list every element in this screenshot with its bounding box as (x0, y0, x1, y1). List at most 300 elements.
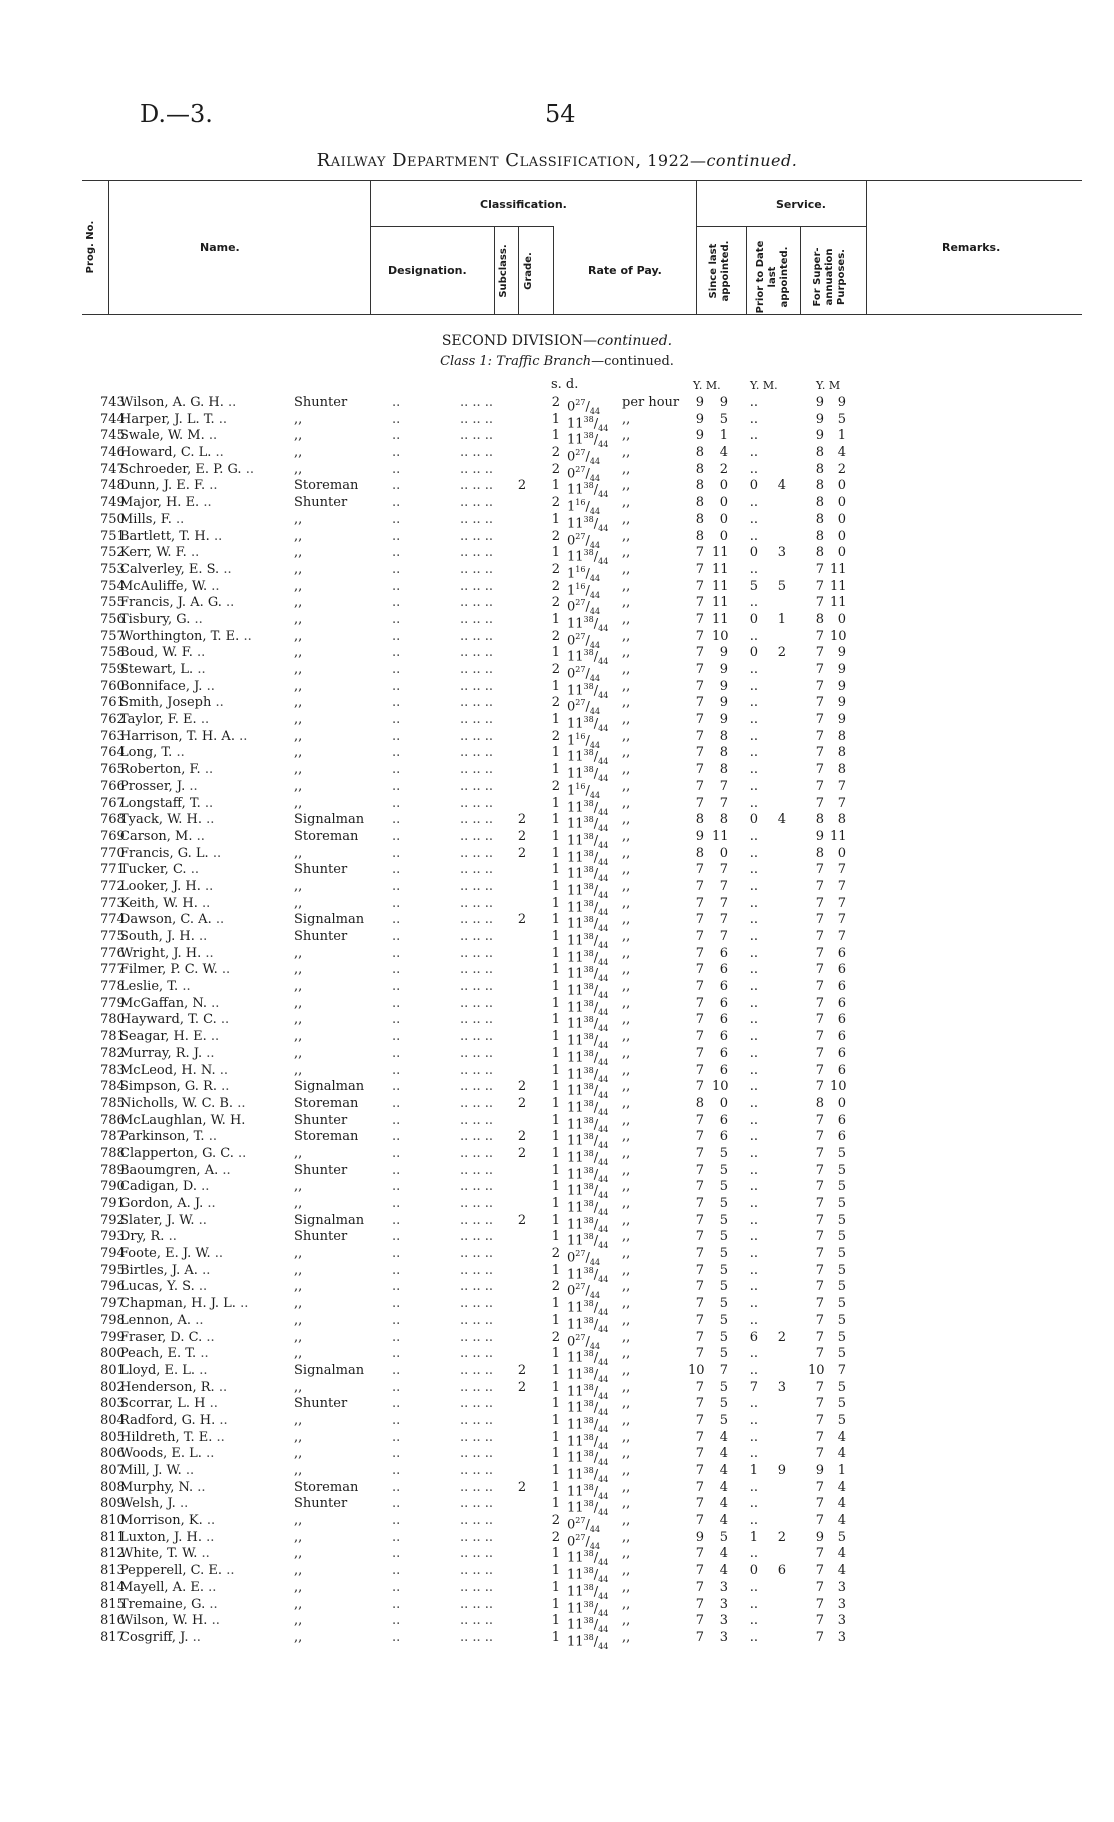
staff-name: Carson, M. .. (120, 828, 205, 844)
rate-unit: ,, (622, 895, 631, 911)
rate-pence: $11^{38}/_{44}$ (567, 748, 609, 767)
rate-unit: per hour (622, 395, 680, 410)
staff-name: Bonniface, J. .. (120, 678, 215, 694)
since-years: 7 (695, 895, 704, 911)
rate-shillings: 1 (551, 895, 560, 911)
staff-name: Wilson, A. G. H. .. (120, 395, 237, 410)
rate-shillings: 2 (551, 528, 560, 544)
header-subclass: Subclass. (498, 244, 509, 298)
rate-unit: ,, (622, 1379, 631, 1395)
col-rule (696, 180, 697, 314)
rate-pence: $11^{38}/_{44}$ (567, 898, 609, 917)
designation: ,, (294, 1379, 303, 1395)
table-row (0, 745, 1114, 767)
super-years: 8 (815, 611, 824, 627)
table-row (0, 695, 1114, 717)
header-designation: Designation. (388, 264, 467, 277)
prior-years: .. (749, 1129, 758, 1145)
super-months: 6 (837, 1029, 846, 1045)
leader-dots: .. .. .. (460, 862, 494, 878)
designation: ,, (294, 1246, 303, 1262)
super-years: 7 (815, 1629, 824, 1645)
designation: ,, (294, 578, 303, 594)
rate-unit: ,, (622, 1079, 631, 1095)
prog-no: 799 (100, 1329, 125, 1345)
leader-dots: .. .. .. (460, 1296, 494, 1312)
leader-dots: .. .. .. (460, 1179, 494, 1195)
prog-no: 775 (100, 929, 125, 944)
designation: ,, (294, 1596, 303, 1612)
rate-shillings: 1 (551, 545, 560, 561)
title-continued: continued. (706, 151, 798, 170)
since-months: 5 (719, 1229, 728, 1245)
leader-dots: .. (392, 611, 401, 627)
rate-pence: $11^{38}/_{44}$ (567, 1199, 609, 1217)
header-superannuation: For Super-annuation Purposes. (812, 247, 847, 307)
super-years: 7 (815, 1412, 824, 1428)
rate-shillings: 1 (551, 745, 560, 761)
staff-name: Long, T. .. (120, 745, 185, 761)
rate-shillings: 1 (551, 678, 560, 694)
staff-name: Stewart, L. .. (120, 662, 206, 677)
since-years: 7 (695, 678, 704, 694)
leader-dots: .. .. .. (460, 611, 494, 627)
since-years: 7 (695, 979, 704, 995)
table-row (0, 1596, 1114, 1618)
leader-dots: .. (392, 745, 401, 761)
since-months: 7 (719, 795, 728, 811)
super-years: 7 (815, 1262, 824, 1278)
super-years: 8 (815, 461, 824, 477)
leader-dots: .. .. .. (460, 1112, 494, 1128)
leader-dots: .. .. .. (460, 929, 494, 944)
table-row (0, 1196, 1114, 1217)
super-years: 7 (815, 1212, 824, 1228)
leader-dots: .. (392, 1563, 401, 1579)
leader-dots: .. (392, 1513, 401, 1529)
since-years: 8 (695, 528, 704, 544)
rate-pence: $11^{38}/_{44}$ (567, 765, 609, 784)
rate-shillings: 2 (551, 662, 560, 677)
prior-years: .. (749, 1045, 758, 1061)
rate-pence: $11^{38}/_{44}$ (567, 1315, 609, 1334)
rate-pence: $11^{38}/_{44}$ (567, 1215, 609, 1234)
rate-shillings: 1 (551, 1546, 560, 1562)
prior-years: .. (749, 1229, 758, 1245)
super-months: 9 (837, 645, 846, 661)
table-row (0, 411, 1114, 433)
designation: ,, (294, 762, 303, 778)
super-months: 8 (837, 762, 846, 778)
staff-name: Morrison, K. .. (120, 1513, 216, 1529)
table-row (0, 1613, 1114, 1635)
prior-years: 0 (749, 545, 758, 561)
rate-unit: ,, (622, 1463, 631, 1478)
rate-pence: $11^{38}/_{44}$ (567, 1148, 609, 1167)
leader-dots: .. .. .. (460, 828, 494, 844)
leader-dots: .. (392, 645, 401, 661)
since-months: 4 (719, 1496, 728, 1512)
super-years: 7 (815, 628, 824, 644)
leader-dots: .. .. .. (460, 1246, 494, 1262)
since-years: 7 (695, 1613, 704, 1629)
prog-no: 787 (100, 1129, 125, 1145)
leader-dots: .. (392, 1596, 401, 1612)
super-years: 9 (815, 1529, 824, 1545)
grade: 2 (517, 1212, 527, 1228)
since-years: 9 (695, 428, 704, 444)
prior-years: .. (749, 1029, 758, 1045)
rate-pence: $11^{38}/_{44}$ (567, 1115, 609, 1134)
header-rule-bottom (82, 314, 1082, 315)
table-row (0, 1312, 1114, 1334)
leader-dots: .. (392, 778, 401, 794)
table-row (0, 878, 1114, 900)
rate-shillings: 1 (551, 1613, 560, 1629)
since-years: 8 (695, 461, 704, 477)
leader-dots: .. (392, 1362, 401, 1378)
leader-dots: .. (392, 895, 401, 911)
prog-no: 757 (100, 628, 125, 644)
prior-years: 0 (749, 645, 758, 661)
staff-name: Looker, J. H. .. (120, 878, 214, 894)
prior-years: .. (749, 1112, 758, 1128)
super-years: 8 (815, 528, 824, 544)
designation: ,, (294, 1513, 303, 1529)
leader-dots: .. .. .. (460, 1095, 494, 1111)
rate-pence: $11^{38}/_{44}$ (567, 848, 609, 867)
prior-years: .. (749, 628, 758, 644)
super-months: 5 (837, 1229, 846, 1245)
super-years: 7 (815, 1079, 824, 1095)
leader-dots: .. (392, 1145, 401, 1161)
since-years: 7 (695, 1229, 704, 1245)
staff-name: Wright, J. H. .. (120, 945, 214, 961)
prior-months: 1 (777, 611, 786, 627)
prog-no: 744 (100, 411, 125, 427)
table-row (0, 611, 1114, 633)
leader-dots: .. .. .. (460, 995, 494, 1011)
super-months: 6 (837, 1112, 846, 1128)
rate-unit: ,, (622, 929, 631, 944)
rate-shillings: 1 (551, 995, 560, 1011)
prior-years: .. (749, 1212, 758, 1228)
prior-years: .. (749, 1079, 758, 1095)
designation: ,, (294, 945, 303, 961)
grade: 2 (517, 845, 527, 861)
designation: Shunter (294, 395, 348, 410)
designation: ,, (294, 662, 303, 677)
staff-name: Clapperton, G. C. .. (120, 1145, 247, 1161)
leader-dots: .. .. .. (460, 712, 494, 728)
table-row (0, 962, 1114, 984)
prior-years: .. (749, 895, 758, 911)
super-months: 8 (837, 745, 846, 761)
table-row (0, 1479, 1114, 1501)
staff-name: Woods, E. L. .. (120, 1446, 215, 1462)
leader-dots: .. .. .. (460, 578, 494, 594)
prog-no: 751 (100, 528, 125, 544)
prog-no: 814 (100, 1579, 125, 1595)
rate-pence: $11^{38}/_{44}$ (567, 548, 609, 567)
table-row (0, 545, 1114, 567)
prior-months: 9 (777, 1463, 786, 1478)
designation: ,, (294, 1546, 303, 1562)
rate-shillings: 1 (551, 1629, 560, 1645)
since-months: 0 (719, 845, 728, 861)
leader-dots: .. (392, 528, 401, 544)
rate-pence: $11^{38}/_{44}$ (567, 1365, 609, 1384)
since-years: 7 (695, 762, 704, 778)
rate-unit: ,, (622, 1613, 631, 1629)
leader-dots: .. .. .. (460, 1012, 494, 1028)
prior-years: .. (749, 1596, 758, 1612)
rate-unit: ,, (622, 1479, 631, 1495)
rate-unit: ,, (622, 1529, 631, 1545)
prior-years: .. (749, 495, 758, 511)
staff-name: McAuliffe, W. .. (120, 578, 220, 594)
leader-dots: .. (392, 1129, 401, 1145)
prior-years: .. (749, 1012, 758, 1028)
leader-dots: .. .. .. (460, 1062, 494, 1078)
prog-no: 792 (100, 1212, 125, 1228)
rate-unit: ,, (622, 662, 631, 677)
super-months: 7 (837, 778, 846, 794)
designation: ,, (294, 1312, 303, 1328)
staff-name: Dry, R. .. (120, 1229, 177, 1245)
since-months: 10 (712, 628, 729, 644)
since-years: 7 (695, 1312, 704, 1328)
since-months: 9 (719, 662, 728, 677)
rate-shillings: 1 (551, 1012, 560, 1028)
staff-name: Scorrar, L. H .. (120, 1396, 218, 1412)
table-row (0, 912, 1114, 934)
leader-dots: .. .. .. (460, 912, 494, 928)
super-years: 7 (815, 1229, 824, 1245)
since-months: 5 (719, 1212, 728, 1228)
prog-no: 753 (100, 561, 125, 577)
super-months: 0 (837, 511, 846, 527)
division-label: SECOND DIVISION— (441, 333, 598, 349)
prior-years: .. (749, 1312, 758, 1328)
rate-pence: $1^{16}/_{44}$ (567, 498, 601, 517)
rate-shillings: 2 (551, 595, 560, 611)
since-months: 11 (712, 561, 729, 577)
super-months: 6 (837, 962, 846, 978)
leader-dots: .. (392, 495, 401, 511)
staff-name: Worthington, T. E. .. (120, 628, 252, 644)
super-months: 4 (837, 1563, 846, 1579)
col-rule (800, 226, 801, 314)
rate-unit: ,, (622, 745, 631, 761)
since-months: 11 (712, 578, 729, 594)
rate-pence: $11^{38}/_{44}$ (567, 1432, 609, 1451)
leader-dots: .. .. .. (460, 945, 494, 961)
leader-dots: .. .. .. (460, 1629, 494, 1645)
super-years: 7 (815, 595, 824, 611)
rate-shillings: 1 (551, 962, 560, 978)
leader-dots: .. .. .. (460, 1212, 494, 1228)
rate-shillings: 1 (551, 762, 560, 778)
since-months: 4 (719, 1513, 728, 1529)
col-rule (494, 226, 495, 314)
since-years: 7 (695, 878, 704, 894)
staff-name: Harrison, T. H. A. .. (120, 728, 248, 744)
prior-years: .. (749, 1412, 758, 1428)
designation: ,, (294, 678, 303, 694)
super-years: 7 (815, 912, 824, 928)
since-years: 7 (695, 1463, 704, 1478)
rate-shillings: 1 (551, 1496, 560, 1512)
grade: 2 (517, 1129, 527, 1145)
rate-shillings: 1 (551, 1362, 560, 1378)
prog-no: 766 (100, 778, 125, 794)
leader-dots: .. (392, 1162, 401, 1178)
prior-months: 2 (777, 1529, 786, 1545)
prog-no: 807 (100, 1463, 125, 1478)
rate-pence: $11^{38}/_{44}$ (567, 1065, 609, 1084)
prog-no: 817 (100, 1629, 125, 1645)
leader-dots: .. (392, 912, 401, 928)
prog-no: 755 (100, 595, 125, 611)
prior-months: 2 (777, 645, 786, 661)
rate-pence: $11^{38}/_{44}$ (567, 1632, 609, 1651)
designation: ,, (294, 528, 303, 544)
rate-pence: $11^{38}/_{44}$ (567, 932, 609, 950)
since-months: 6 (719, 1045, 728, 1061)
super-months: 10 (830, 628, 847, 644)
prior-months: 5 (777, 578, 786, 594)
rate-shillings: 1 (551, 712, 560, 728)
table-row (0, 428, 1114, 450)
since-months: 7 (719, 895, 728, 911)
rate-unit: ,, (622, 1212, 631, 1228)
prog-no: 771 (100, 862, 125, 878)
super-years: 7 (815, 1112, 824, 1128)
table-row (0, 1563, 1114, 1585)
super-months: 8 (837, 812, 846, 828)
leader-dots: .. (392, 1629, 401, 1645)
rate-pence: $0^{27}/_{44}$ (567, 1282, 601, 1301)
since-years: 8 (695, 495, 704, 511)
prior-years: .. (749, 428, 758, 444)
leader-dots: .. (392, 461, 401, 477)
rate-shillings: 1 (551, 1429, 560, 1445)
leader-dots: .. (392, 979, 401, 995)
since-years: 7 (695, 628, 704, 644)
prog-no: 812 (100, 1546, 125, 1562)
leader-dots: .. (392, 1329, 401, 1345)
designation: ,, (294, 411, 303, 427)
rate-pence: $11^{38}/_{44}$ (567, 998, 609, 1017)
table-row (0, 1212, 1114, 1234)
rate-unit: ,, (622, 1012, 631, 1028)
table-row (0, 461, 1114, 483)
table-row (0, 1229, 1114, 1251)
super-years: 9 (815, 395, 824, 410)
table-row (0, 1629, 1114, 1651)
super-months: 5 (837, 1179, 846, 1195)
since-years: 8 (695, 478, 704, 494)
leader-dots: .. (392, 1496, 401, 1512)
prog-no: 781 (100, 1029, 125, 1045)
rate-unit: ,, (622, 545, 631, 561)
prior-years: 5 (749, 578, 758, 594)
super-years: 7 (815, 1579, 824, 1595)
prior-years: .. (749, 1062, 758, 1078)
prior-years: 0 (749, 478, 758, 494)
super-months: 5 (837, 1145, 846, 1161)
staff-name: Welsh, J. .. (120, 1496, 189, 1512)
since-years: 7 (695, 962, 704, 978)
since-months: 0 (719, 511, 728, 527)
leader-dots: .. .. .. (460, 962, 494, 978)
since-months: 3 (719, 1579, 728, 1595)
prog-no: 815 (100, 1596, 125, 1612)
leader-dots: .. (392, 1079, 401, 1095)
designation: Signalman (294, 812, 365, 828)
since-years: 7 (695, 1396, 704, 1412)
rate-pence: $11^{38}/_{44}$ (567, 514, 609, 533)
super-months: 7 (837, 929, 846, 944)
rate-shillings: 1 (551, 979, 560, 995)
since-months: 3 (719, 1596, 728, 1612)
since-years: 7 (695, 778, 704, 794)
rate-shillings: 1 (551, 1162, 560, 1178)
super-years: 7 (815, 1513, 824, 1529)
since-months: 2 (719, 461, 728, 477)
rate-unit: ,, (622, 461, 631, 477)
designation: ,, (294, 1062, 303, 1078)
super-months: 0 (837, 528, 846, 544)
prior-years: .. (749, 695, 758, 711)
leader-dots: .. .. .. (460, 1429, 494, 1445)
prog-no: 783 (100, 1062, 125, 1078)
table-row (0, 1062, 1114, 1084)
super-months: 4 (837, 1429, 846, 1445)
prior-years: 1 (749, 1463, 758, 1478)
super-years: 7 (815, 1279, 824, 1295)
prior-years: 0 (749, 812, 758, 828)
prior-years: 6 (749, 1329, 758, 1345)
table-row (0, 1379, 1114, 1401)
title-main: Railway Department Classification, (316, 150, 642, 171)
super-months: 5 (837, 1196, 846, 1211)
designation: ,, (294, 712, 303, 728)
rate-pence: $0^{27}/_{44}$ (567, 464, 601, 483)
since-years: 7 (695, 1129, 704, 1145)
prog-no: 789 (100, 1162, 125, 1178)
since-years: 8 (695, 845, 704, 861)
staff-name: Dunn, J. E. F. .. (120, 478, 218, 494)
super-months: 6 (837, 1129, 846, 1145)
leader-dots: .. .. .. (460, 695, 494, 711)
rate-unit: ,, (622, 812, 631, 828)
designation: ,, (294, 611, 303, 627)
rate-unit: ,, (622, 428, 631, 444)
rate-shillings: 1 (551, 878, 560, 894)
prog-no: 776 (100, 945, 125, 961)
designation: Signalman (294, 912, 365, 928)
super-months: 7 (837, 1362, 846, 1378)
designation: ,, (294, 595, 303, 611)
leader-dots: .. (392, 545, 401, 561)
header-grade: Grade. (523, 252, 534, 290)
staff-name: Cadigan, D. .. (120, 1179, 210, 1195)
rate-unit: ,, (622, 995, 631, 1011)
super-years: 7 (815, 1029, 824, 1045)
leader-dots: .. .. .. (460, 428, 494, 444)
